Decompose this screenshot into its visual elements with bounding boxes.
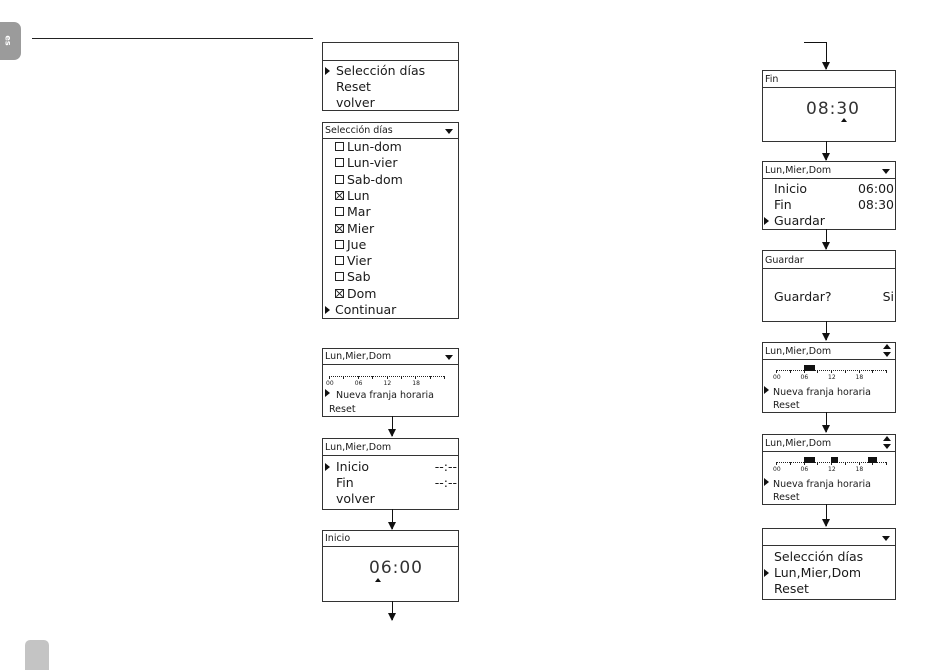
screen-title: Inicio xyxy=(325,533,351,544)
timeline-tick xyxy=(430,376,431,379)
language-tab-label: es xyxy=(3,35,13,46)
selection-pointer xyxy=(325,67,330,75)
timeline-hour-label: 06 xyxy=(800,466,809,473)
page-tab xyxy=(25,640,49,670)
cursor-caret-icon xyxy=(375,578,381,582)
menu-item-back[interactable]: volver xyxy=(336,95,375,110)
flow-arrow xyxy=(826,412,827,432)
flow-arrow xyxy=(392,509,393,529)
timeline-tick xyxy=(387,376,388,379)
day-label: Mar xyxy=(347,204,371,220)
timeline-tick xyxy=(444,376,445,379)
end-time-display[interactable]: 08:30 xyxy=(806,99,860,119)
timeline-tick xyxy=(790,370,791,373)
screen-title: Lun,Mier,Dom xyxy=(325,351,392,362)
save-item[interactable]: Guardar xyxy=(774,213,825,228)
day-option[interactable] xyxy=(335,221,374,236)
scroll-down-icon xyxy=(882,169,890,174)
time-slot-bar xyxy=(804,365,815,371)
timeline-tick xyxy=(845,370,846,373)
day-option[interactable] xyxy=(335,286,376,301)
checkbox-empty-icon[interactable] xyxy=(335,240,344,249)
day-option[interactable] xyxy=(335,139,402,154)
new-slot-item[interactable]: Nueva franja horaria xyxy=(773,479,871,490)
screen-header xyxy=(323,531,458,547)
screen-title: Guardar xyxy=(765,255,804,266)
reset-item[interactable]: Reset xyxy=(773,492,800,503)
day-label: Lun-dom xyxy=(347,139,402,154)
selection-pointer xyxy=(325,463,330,471)
start-time-display[interactable]: 06:00 xyxy=(369,558,423,578)
menu-item-reset[interactable]: Reset xyxy=(336,79,371,94)
flow-arrow xyxy=(826,321,827,340)
day-label: Dom xyxy=(347,285,377,301)
end-label[interactable]: Fin xyxy=(336,475,354,490)
timeline-hour-label: 18 xyxy=(855,466,864,473)
timeline-tick xyxy=(859,462,860,465)
timeline-screen xyxy=(322,348,459,417)
selection-pointer xyxy=(325,306,330,314)
timeline-hour-label: 00 xyxy=(773,374,781,381)
start-label[interactable]: Inicio xyxy=(336,459,370,474)
time-slot-bar xyxy=(804,457,815,463)
end-value: --:-- xyxy=(434,475,457,490)
timeline-tick xyxy=(872,370,873,373)
start-value: --:-- xyxy=(434,459,457,474)
checkbox-empty-icon[interactable] xyxy=(335,256,344,265)
checkbox-checked-icon[interactable] xyxy=(335,191,344,200)
day-option[interactable] xyxy=(335,172,403,187)
selection-pointer xyxy=(764,569,769,577)
menu-item-day-selection[interactable]: Selección días xyxy=(336,63,426,78)
screen-title: Selección días xyxy=(325,125,393,136)
final-menu-screen xyxy=(762,528,896,600)
scroll-up-down-icon xyxy=(883,344,891,357)
language-tab xyxy=(0,22,21,60)
menu-item-reset[interactable]: Reset xyxy=(774,581,809,596)
day-label: Sab-dom xyxy=(347,171,403,187)
timeline-hour-label: 12 xyxy=(828,374,836,381)
selection-pointer xyxy=(325,389,330,397)
day-option[interactable] xyxy=(335,188,370,203)
day-timeline xyxy=(773,361,886,383)
day-timeline xyxy=(773,453,886,475)
timeline-tick xyxy=(372,376,373,379)
timeline-tick xyxy=(817,370,818,373)
timeline-hour-label: 12 xyxy=(828,466,836,473)
menu-item-day-selection[interactable]: Selección días xyxy=(774,549,864,564)
header-rule xyxy=(32,38,313,39)
timeline-hour-label: 18 xyxy=(412,380,420,387)
timeline-tick xyxy=(343,376,344,379)
day-label: Lun xyxy=(347,187,370,203)
timeline-tick xyxy=(886,370,887,373)
day-option[interactable] xyxy=(335,204,371,219)
scroll-down-icon xyxy=(445,129,453,134)
new-slot-item[interactable]: Nueva franja horaria xyxy=(773,387,871,398)
screen-header xyxy=(763,435,895,452)
time-slot-bar xyxy=(868,457,877,463)
timeline-tick xyxy=(401,376,402,379)
reset-item[interactable]: Reset xyxy=(773,400,800,411)
save-screen xyxy=(762,250,896,322)
start-label[interactable]: Inicio xyxy=(774,181,808,196)
screen-header xyxy=(763,251,895,269)
timeline-hour-label: 00 xyxy=(326,380,334,387)
day-label: Lun-vier xyxy=(347,155,398,171)
timeline-tick xyxy=(776,462,777,465)
screen-title: Lun,Mier,Dom xyxy=(325,442,392,453)
day-label: Jue xyxy=(347,236,367,252)
menu-item-day-group[interactable]: Lun,Mier,Dom xyxy=(774,565,862,580)
timeline-tick xyxy=(886,462,887,465)
flow-arrow xyxy=(392,416,393,436)
day-timeline xyxy=(326,367,444,389)
day-option[interactable] xyxy=(335,269,371,284)
timeline-hour-label: 06 xyxy=(800,374,809,381)
timeline-tick xyxy=(329,376,330,379)
timeline-tick xyxy=(817,462,818,465)
screen-title: Fin xyxy=(765,74,779,85)
back-item[interactable]: volver xyxy=(336,491,375,506)
day-label: Sab xyxy=(347,269,371,285)
start-value: 06:00 xyxy=(857,181,894,196)
checkbox-checked-icon[interactable] xyxy=(335,224,344,233)
day-label: Vier xyxy=(347,253,372,269)
day-option[interactable] xyxy=(335,237,366,252)
day-label: Mier xyxy=(347,220,375,236)
cursor-caret-icon xyxy=(841,118,847,122)
timeline-hour-label: 12 xyxy=(383,380,392,387)
end-time-screen xyxy=(762,70,896,142)
start-time-screen xyxy=(322,530,459,602)
save-question: Guardar? xyxy=(774,289,832,304)
slot-screen xyxy=(762,161,896,230)
flow-arrow xyxy=(826,141,827,160)
selection-pointer xyxy=(764,217,769,225)
reset-item[interactable]: Reset xyxy=(329,404,356,415)
scroll-up-down-icon xyxy=(883,436,891,449)
flow-arrow xyxy=(826,42,827,69)
save-answer[interactable]: Si xyxy=(882,289,894,304)
end-value: 08:30 xyxy=(857,197,894,212)
continue-item[interactable]: Continuar xyxy=(335,302,397,317)
checkbox-empty-icon[interactable] xyxy=(335,207,344,216)
timeline-tick xyxy=(859,370,860,373)
flow-arrow xyxy=(392,601,393,620)
scroll-down-icon xyxy=(882,536,890,541)
day-option[interactable] xyxy=(335,253,372,268)
slot-screen xyxy=(322,438,459,510)
end-label[interactable]: Fin xyxy=(774,197,792,212)
day-selection-screen xyxy=(322,122,459,319)
day-option[interactable] xyxy=(335,155,397,170)
timeline-tick xyxy=(845,462,846,465)
timeline-hour-label: 06 xyxy=(354,380,363,387)
checkbox-checked-icon[interactable] xyxy=(335,289,344,298)
scroll-down-icon xyxy=(445,355,453,360)
selection-pointer xyxy=(764,386,769,394)
screen-header xyxy=(763,162,895,179)
screen-header xyxy=(763,529,895,546)
checkbox-empty-icon[interactable] xyxy=(335,175,344,184)
selection-pointer xyxy=(764,478,769,486)
timeline-screen xyxy=(762,342,896,413)
flow-connector xyxy=(804,42,827,43)
timeline-tick xyxy=(776,370,777,373)
flow-arrow xyxy=(826,229,827,249)
screen-header xyxy=(323,43,458,61)
screen-header xyxy=(323,349,458,365)
flow-arrow xyxy=(826,504,827,526)
checkbox-empty-icon[interactable] xyxy=(335,142,344,151)
timeline-tick xyxy=(358,376,359,379)
screen-title: Lun,Mier,Dom xyxy=(765,438,832,449)
screen-title: Lun,Mier,Dom xyxy=(765,346,832,357)
timeline-tick xyxy=(790,462,791,465)
screen-title: Lun,Mier,Dom xyxy=(765,165,832,176)
screen-header xyxy=(763,71,895,88)
checkbox-empty-icon[interactable] xyxy=(335,158,344,167)
timeline-tick xyxy=(415,376,416,379)
timeline-screen xyxy=(762,434,896,505)
timeline-hour-label: 18 xyxy=(855,374,864,381)
timeline-tick xyxy=(831,370,832,373)
new-slot-item[interactable]: Nueva franja horaria xyxy=(336,390,434,401)
screen-header xyxy=(323,123,458,139)
screen-header xyxy=(323,439,458,456)
screen-header xyxy=(763,343,895,360)
checkbox-empty-icon[interactable] xyxy=(335,272,344,281)
time-slot-bar xyxy=(831,457,838,463)
timeline-hour-label: 00 xyxy=(773,466,781,473)
menu-screen xyxy=(322,42,459,111)
